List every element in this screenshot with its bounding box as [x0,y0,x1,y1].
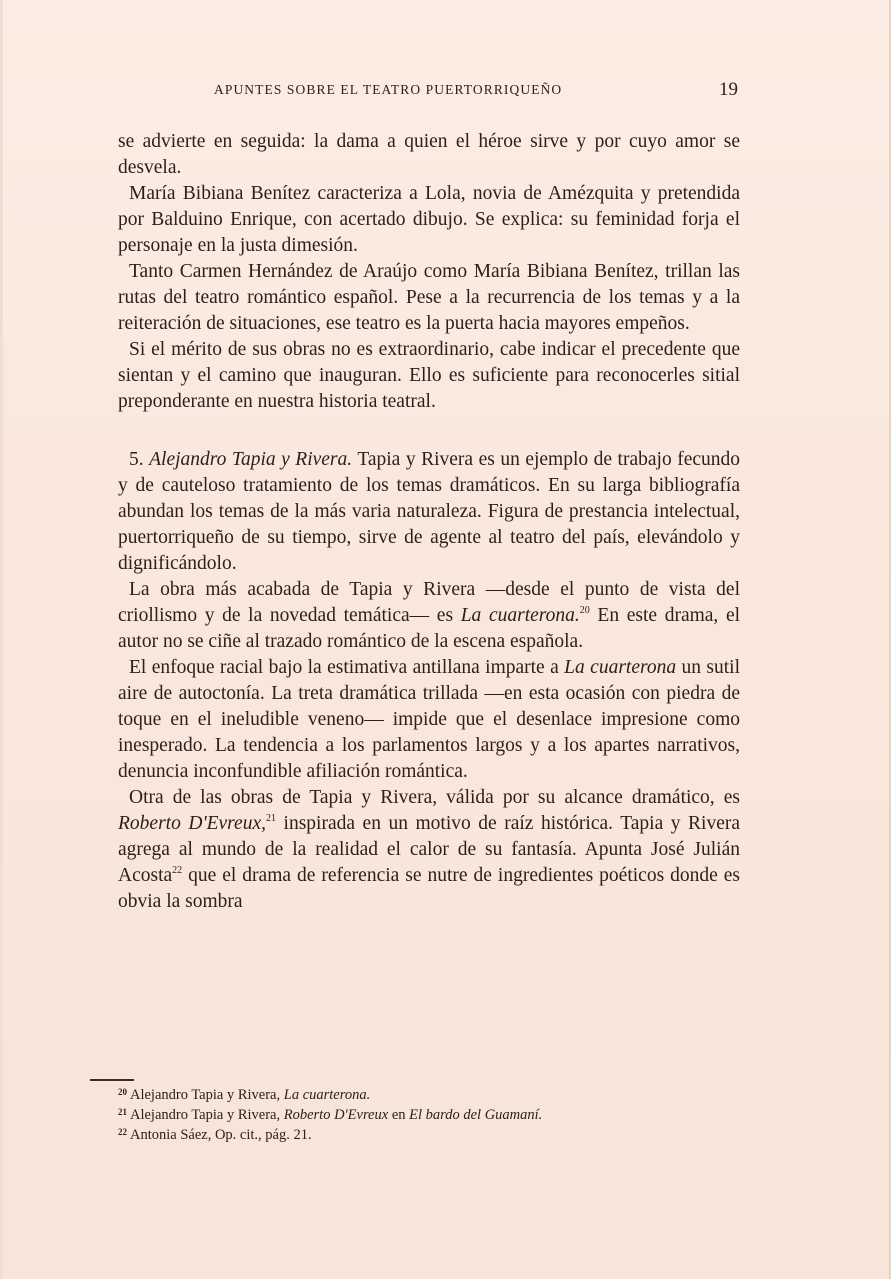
paragraph-8-text-b: inspirada en un motivo de raíz histórica. Tapia y Rivera agrega al mundo de la realidad el calor de su fantasía. Apunta José Julián Acosta [118,813,741,886]
work-title-roberto-devreux: Roberto D'Evreux, [118,813,266,834]
footnote-title: Roberto D'Evreux [283,1107,389,1123]
paragraph-1: se advierte en seguida: la dama a quien el héroe sirve y por cuyo amor se desvela. [118,131,740,178]
footnote-text: Alejandro Tapia y Rivera, [130,1107,281,1123]
footnote-number: 20 [118,1087,127,1097]
footnote-title-2: El bardo del Guamaní. [409,1107,543,1123]
work-title-la-cuarterona-2: La cuarterona [564,657,677,678]
body-text [118,129,740,915]
paragraph-7-text-b: un sutil aire de autoctonía. La treta dramática trillada —en esta ocasión con piedra de toque en el ineludible veneno— impide que el desenlace impresione como inesperado. La tendencia a los parlamentos largos y a los apartes narrativos, denuncia inconfundible afiliación romántica. [118,657,741,782]
footnote-20 [118,1084,718,1104]
paragraph-7 [118,655,740,785]
section-heading: Alejandro Tapia y Rivera. [149,449,353,470]
running-title: APUNTES SOBRE EL TEATRO PUERTORRIQUEÑO [214,82,563,97]
paragraph-2: María Bibiana Benítez caracteriza a Lola, novia de Amézquita y pretendida por Balduino Enrique, con acertado dibujo. Se explica: su feminidad forja el personaje en la justa dimesión. [118,183,740,256]
page-number: 19 [719,79,738,100]
page-header [118,80,740,104]
footnote-21 [118,1104,718,1124]
footnotes [118,1084,718,1144]
footnote-text-b: en [391,1107,406,1123]
paragraph-3: Tanto Carmen Hernández de Araújo como María Bibiana Benítez, trillan las rutas del teatro romántico español. Pese a la recurrencia de los temas y a la reiteración de situaciones, ese teatro es la puerta hacia mayores empeños. [118,261,740,334]
section-5-text: Tapia y Rivera es un ejemplo de trabajo fecundo y de cauteloso tratamiento de los temas dramáticos. En su larga bibliografía abundan los temas de la más varia naturaleza. Figura de prestancia intelectual, puertorriqueño de su tiempo, sirve de agente al teatro del país, elevándolo y dignificándolo. [118,449,741,574]
paragraph-6-text-b: En este drama, el autor no se ciñe al trazado romántico de la escena española. [118,605,741,652]
footnote-ref-22: 22 [172,865,183,876]
footnote-text: Alejandro Tapia y Rivera, [130,1087,281,1103]
page-edge [0,0,3,1279]
paragraph-8-text-a: Otra de las obras de Tapia y Rivera, válida por su alcance dramático, es [129,787,740,808]
section-number: 5. [129,449,144,470]
paragraph-6-text-a: La obra más acabada de Tapia y Rivera —desde el punto de vista del criollismo y de la novedad temática— es [118,579,740,626]
footnote-divider [90,1079,134,1081]
footnote-ref-21: 21 [265,813,276,824]
paragraph-8-text-c: que el drama de referencia se nutre de ingredientes poéticos donde es obvia la sombra [118,865,741,912]
footnote-text: Antonia Sáez, Op. cit., pág. 21. [130,1127,312,1143]
paragraph-6 [118,577,740,655]
footnote-ref-20: 20 [579,605,590,616]
paragraph-8 [118,785,740,915]
paragraph-4: Si el mérito de sus obras no es extraordinario, cabe indicar el precedente que sientan y el camino que inauguran. Ello es suficiente para reconocerles sitial preponderante en nuestra historia teatral. [118,339,740,412]
paragraph-7-text-a: El enfoque racial bajo la estimativa antillana imparte a [129,657,559,678]
footnote-number: 21 [118,1107,127,1117]
footnote-number: 22 [118,1127,127,1137]
section-5-paragraph [118,447,740,577]
footnote-title: La cuarterona. [283,1087,371,1103]
work-title-la-cuarterona: La cuarterona. [460,605,580,626]
footnote-22 [118,1124,718,1144]
